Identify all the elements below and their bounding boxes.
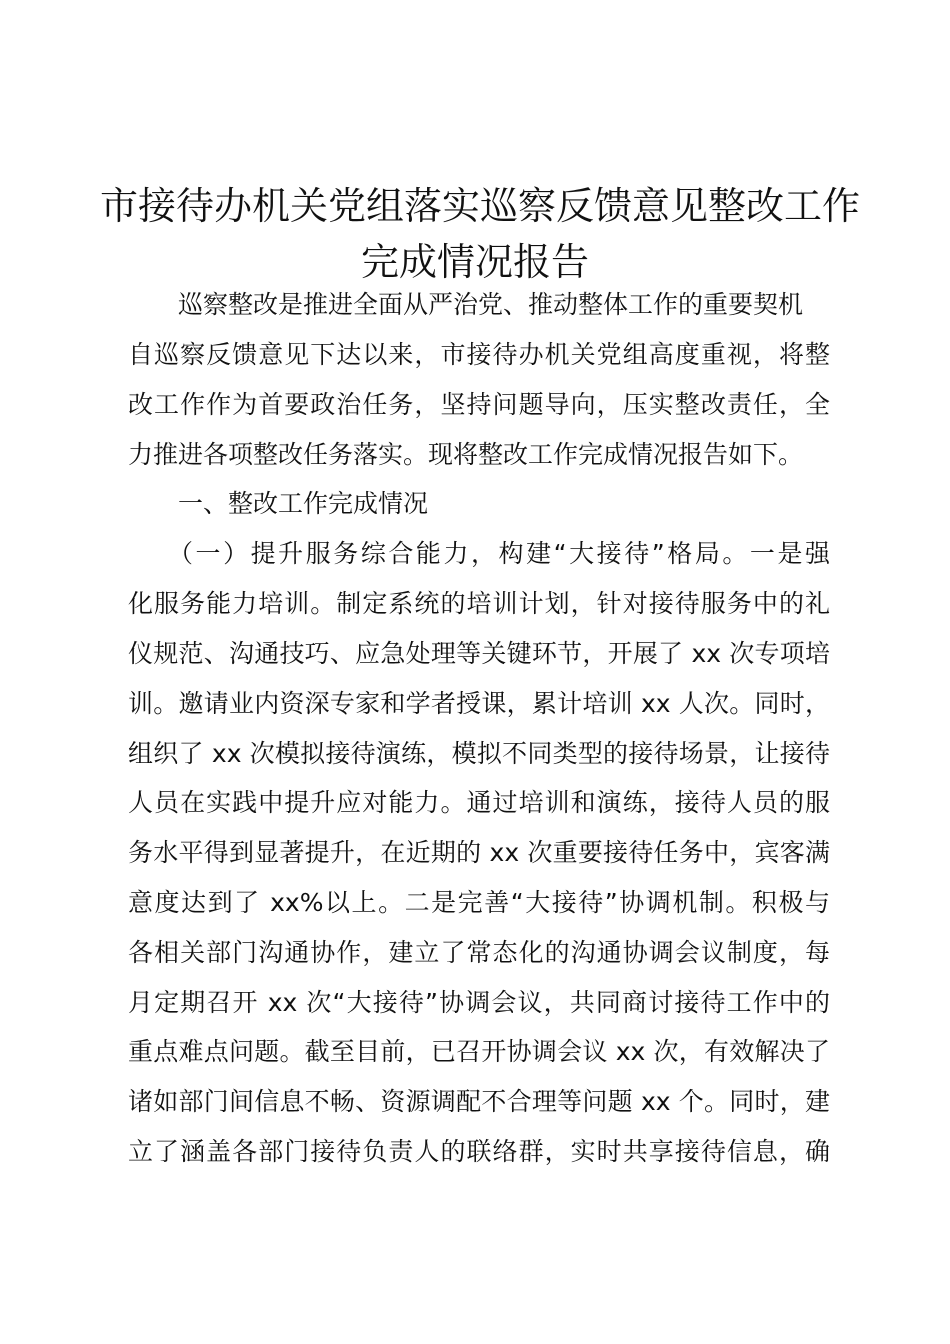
section-heading-1: 一、整改工作完成情况 bbox=[178, 489, 429, 518]
para-1-line-11: 重点难点问题。截至目前，已召开协调会议 xx 次，有效解决了 bbox=[128, 1037, 830, 1066]
para-intro-line-2: 自巡察反馈意见下达以来，市接待办机关党组高度重视，将整 bbox=[128, 340, 830, 369]
para-intro-line-3: 改工作作为首要政治任务，坚持问题导向，压实整改责任，全 bbox=[128, 390, 830, 419]
para-1-line-2: 化服务能力培训。制定系统的培训计划，针对接待服务中的礼 bbox=[128, 589, 830, 618]
para-1-line-3: 仪规范、沟通技巧、应急处理等关键环节，开展了 xx 次专项培 bbox=[128, 639, 830, 668]
para-1-line-8: 意度达到了 xx%以上。二是完善“大接待”协调机制。积极与 bbox=[128, 888, 830, 917]
para-1-line-7: 务水平得到显著提升，在近期的 xx 次重要接待任务中，宾客满 bbox=[128, 838, 830, 867]
para-intro-line-1: 巡察整改是推进全面从严治党、推动整体工作的重要契机 bbox=[178, 290, 804, 319]
para-intro-line-4: 力推进各项整改任务落实。现将整改工作完成情况报告如下。 bbox=[128, 440, 804, 469]
para-1-line-5: 组织了 xx 次模拟接待演练，模拟不同类型的接待场景，让接待 bbox=[128, 739, 830, 768]
title-line-1: 市接待办机关党组落实巡察反馈意见整改工作 bbox=[100, 184, 861, 228]
para-1-line-12: 诸如部门间信息不畅、资源调配不合理等问题 xx 个。同时，建 bbox=[128, 1087, 830, 1116]
title-line-2: 完成情况报告 bbox=[360, 240, 589, 284]
para-1-line-1: （一）提升服务综合能力，构建“大接待”格局。一是强 bbox=[168, 539, 830, 568]
para-1-line-13: 立了涵盖各部门接待负责人的联络群，实时共享接待信息，确 bbox=[128, 1137, 830, 1166]
para-1-line-4: 训。邀请业内资深专家和学者授课，累计培训 xx 人次。同时， bbox=[128, 689, 830, 718]
document-title bbox=[100, 178, 861, 290]
para-1-line-6: 人员在实践中提升应对能力。通过培训和演练，接待人员的服 bbox=[128, 788, 830, 817]
para-1-line-9: 各相关部门沟通协作，建立了常态化的沟通协调会议制度，每 bbox=[128, 938, 830, 967]
para-1-line-10: 月定期召开 xx 次“大接待”协调会议，共同商讨接待工作中的 bbox=[128, 988, 830, 1017]
